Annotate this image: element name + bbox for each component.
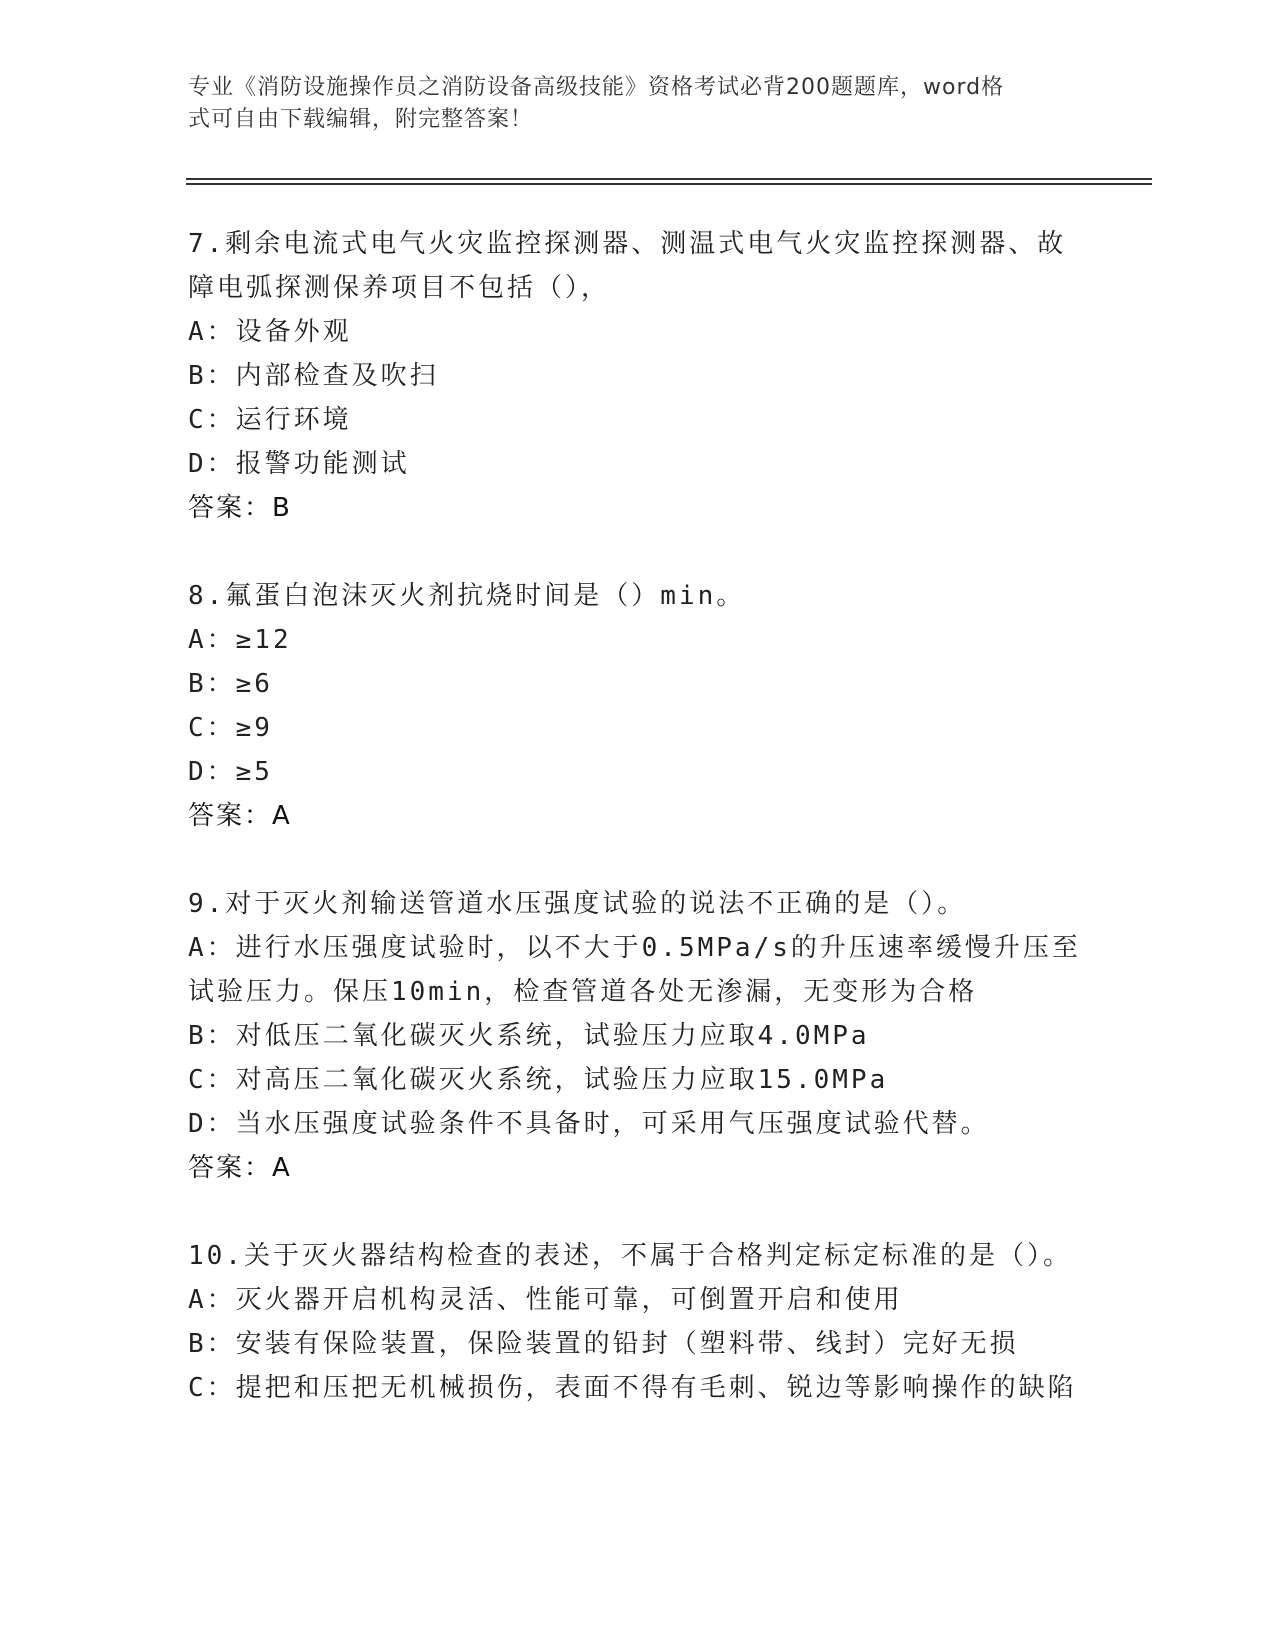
- q7-stem-line-2: 障电弧探测保养项目不包括（），: [188, 273, 611, 303]
- header-divider-bottom: [186, 183, 1152, 185]
- q8-stem-line-1: 8.氟蛋白泡沫灭火剂抗烧时间是（）min。: [188, 581, 746, 611]
- q7-option-d: D：报警功能测试: [188, 449, 410, 479]
- q7-answer: 答案：B: [188, 493, 292, 523]
- document-header: [188, 72, 1068, 136]
- q8-option-a: A：≥12: [188, 625, 292, 655]
- q10-option-a: A：灭火器开启机构灵活、性能可靠，可倒置开启和使用: [188, 1285, 903, 1315]
- header-divider-top: [186, 178, 1152, 180]
- q9-option-b: B：对低压二氧化碳灭火系统，试验压力应取4.0MPa: [188, 1021, 870, 1051]
- q8-option-c: C：≥9: [188, 713, 273, 743]
- q9-stem-line-1: 9.对于灭火剂输送管道水压强度试验的说法不正确的是（）。: [188, 889, 967, 919]
- header-line-1: 专业《消防设施操作员之消防设备高级技能》资格考试必背200题题库，word格: [188, 75, 1005, 100]
- q7-stem-line-1: 7.剩余电流式电气火灾监控探测器、测温式电气火灾监控探测器、故: [188, 229, 1067, 259]
- header-line-2: 式可自由下载编辑，附完整答案！: [188, 107, 534, 132]
- q10-option-c: C：提把和压把无机械损伤，表面不得有毛刺、锐边等影响操作的缺陷: [188, 1373, 1077, 1403]
- q9-option-c: C：对高压二氧化碳灭火系统，试验压力应取15.0MPa: [188, 1065, 889, 1095]
- q9-option-a-line-2: 试验压力。保压10min，检查管道各处无渗漏，无变形为合格: [188, 977, 978, 1007]
- q8-answer: 答案：A: [188, 801, 292, 831]
- q7-option-a: A：设备外观: [188, 317, 352, 347]
- q9-option-d: D：当水压强度试验条件不具备时，可采用气压强度试验代替。: [188, 1109, 990, 1139]
- q9-answer: 答案：A: [188, 1153, 292, 1183]
- q8-option-b: B：≥6: [188, 669, 273, 699]
- q9-option-a-line-1: A：进行水压强度试验时，以不大于0.5MPa/s的升压速率缓慢升压至: [188, 933, 1081, 963]
- q10-stem-line-1: 10.关于灭火器结构检查的表述，不属于合格判定标定标准的是（）。: [188, 1241, 1072, 1271]
- q10-option-b: B：安装有保险装置，保险装置的铅封（塑料带、线封）完好无损: [188, 1329, 1019, 1359]
- q8-option-d: D：≥5: [188, 757, 273, 787]
- q7-option-b: B：内部检查及吹扫: [188, 361, 439, 391]
- q7-option-c: C：运行环境: [188, 405, 352, 435]
